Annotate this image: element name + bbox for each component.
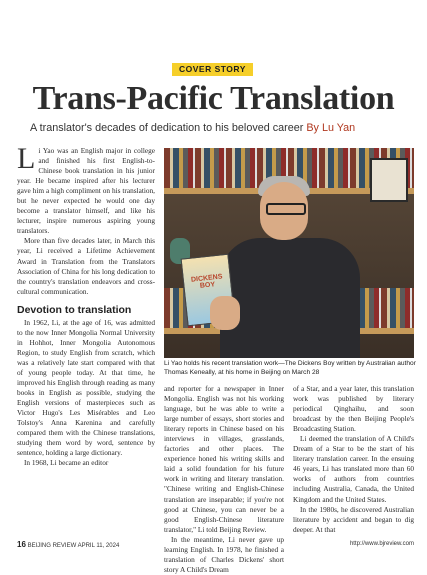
paragraph-text: i Yao was an English major in college and finished his first English-to-Chinese book translation in his junior year. He became inspired after his lecturer gave him a high compliment on his translation, but he never expected he would one day become a translator himself, and like his lecturer, inspire numerous aspiring young translators. — [17, 146, 155, 236]
article-column-1 — [17, 142, 155, 468]
article-column-3 — [293, 384, 414, 535]
person-hand — [210, 296, 240, 330]
issue-info: BEIJING REVIEW APRIL 11, 2024 — [27, 543, 120, 549]
article-photo — [164, 148, 414, 358]
person-body — [220, 238, 360, 358]
subtitle — [30, 122, 410, 134]
paragraph: In 1968, Li became an editor — [24, 458, 109, 468]
book-cover-title: DICKENS BOY — [190, 273, 223, 290]
website-link[interactable]: http://www.bjreview.com — [349, 541, 414, 547]
subtitle-text: A translator's decades of dedication to his beloved career — [30, 122, 304, 134]
paragraph: Li deemed the translation of A Child's Dream of a Star to be the start of his literary translation career. In the ensuing 46 years, Li has translated more than 60 works of authors from countries including Australia, Canada, the United Kingdom and the United States. — [293, 434, 414, 504]
section-tag: COVER STORY — [172, 63, 253, 76]
picture-frame — [370, 158, 408, 202]
drop-cap: L — [17, 142, 36, 175]
photo-caption: Li Yao holds his recent translation work—The Dickens Boy written by Australian author Thomas Keneally, at his home in Beijing on March 28 — [164, 360, 416, 376]
paragraph: of a Star, and a year later, this translation work was published by literary periodical Qinghaihu, and soon broadcast by the then Beijing People's Broadcasting Station. — [293, 384, 414, 434]
paragraph: In the meantime, Li never gave up learning English. In 1978, he finished a translation of Charles Dickens' short story A Child's Dream — [164, 534, 284, 574]
section-heading: Devotion to translation — [17, 303, 132, 316]
footer-left — [17, 540, 119, 549]
paragraph: In 1962, Li, at the age of 16, was admitted to the now Inner Mongolia Normal University in Hohhot, Inner Mongolia Autonomous Region, to study English from scratch, which was a relatively late start compared with that of young people today. At that time, he improved his English through reading as many books in English as possible, studying the English versions of masterpieces such as Victor Hugo's Les Misérables and Leo Tolstoy's Anna Karenina and carefully compared them with the Chinese translations, studying them word by word, sentence by sentence, holding a large dictionary. — [17, 317, 155, 458]
headline: Trans-Pacific Translation — [32, 80, 395, 117]
paragraph — [17, 142, 155, 236]
paragraph: More than five decades later, in March this year, Li received a Lifetime Achievement Award in Translation from the Translators Association of China for his long dedication to the country's translation endeavors and cross-cultural communication. — [17, 236, 155, 296]
byline: By Lu Yan — [306, 122, 356, 134]
paragraph: and reporter for a newspaper in Inner Mongolia. English was not his working language, but he was able to write a large number of essays, short stories and literary reports in Chinese based on his interviews in villages, grasslands, factories and other places. The experience honed his writing skills and laid a solid foundation for his future work in writing and literary translation. "Chinese writing and English-Chinese translation are inseparable; if you're not good at Chinese, you can never be a good English-Chinese literature translator," Li told Beijing Review. — [164, 384, 284, 534]
glasses — [266, 203, 306, 215]
paragraph: In the 1980s, he discovered Australian literature by accident and began to dig deeper. At that — [293, 504, 414, 534]
page-number: 16 — [17, 540, 26, 549]
page-footer — [17, 540, 414, 550]
